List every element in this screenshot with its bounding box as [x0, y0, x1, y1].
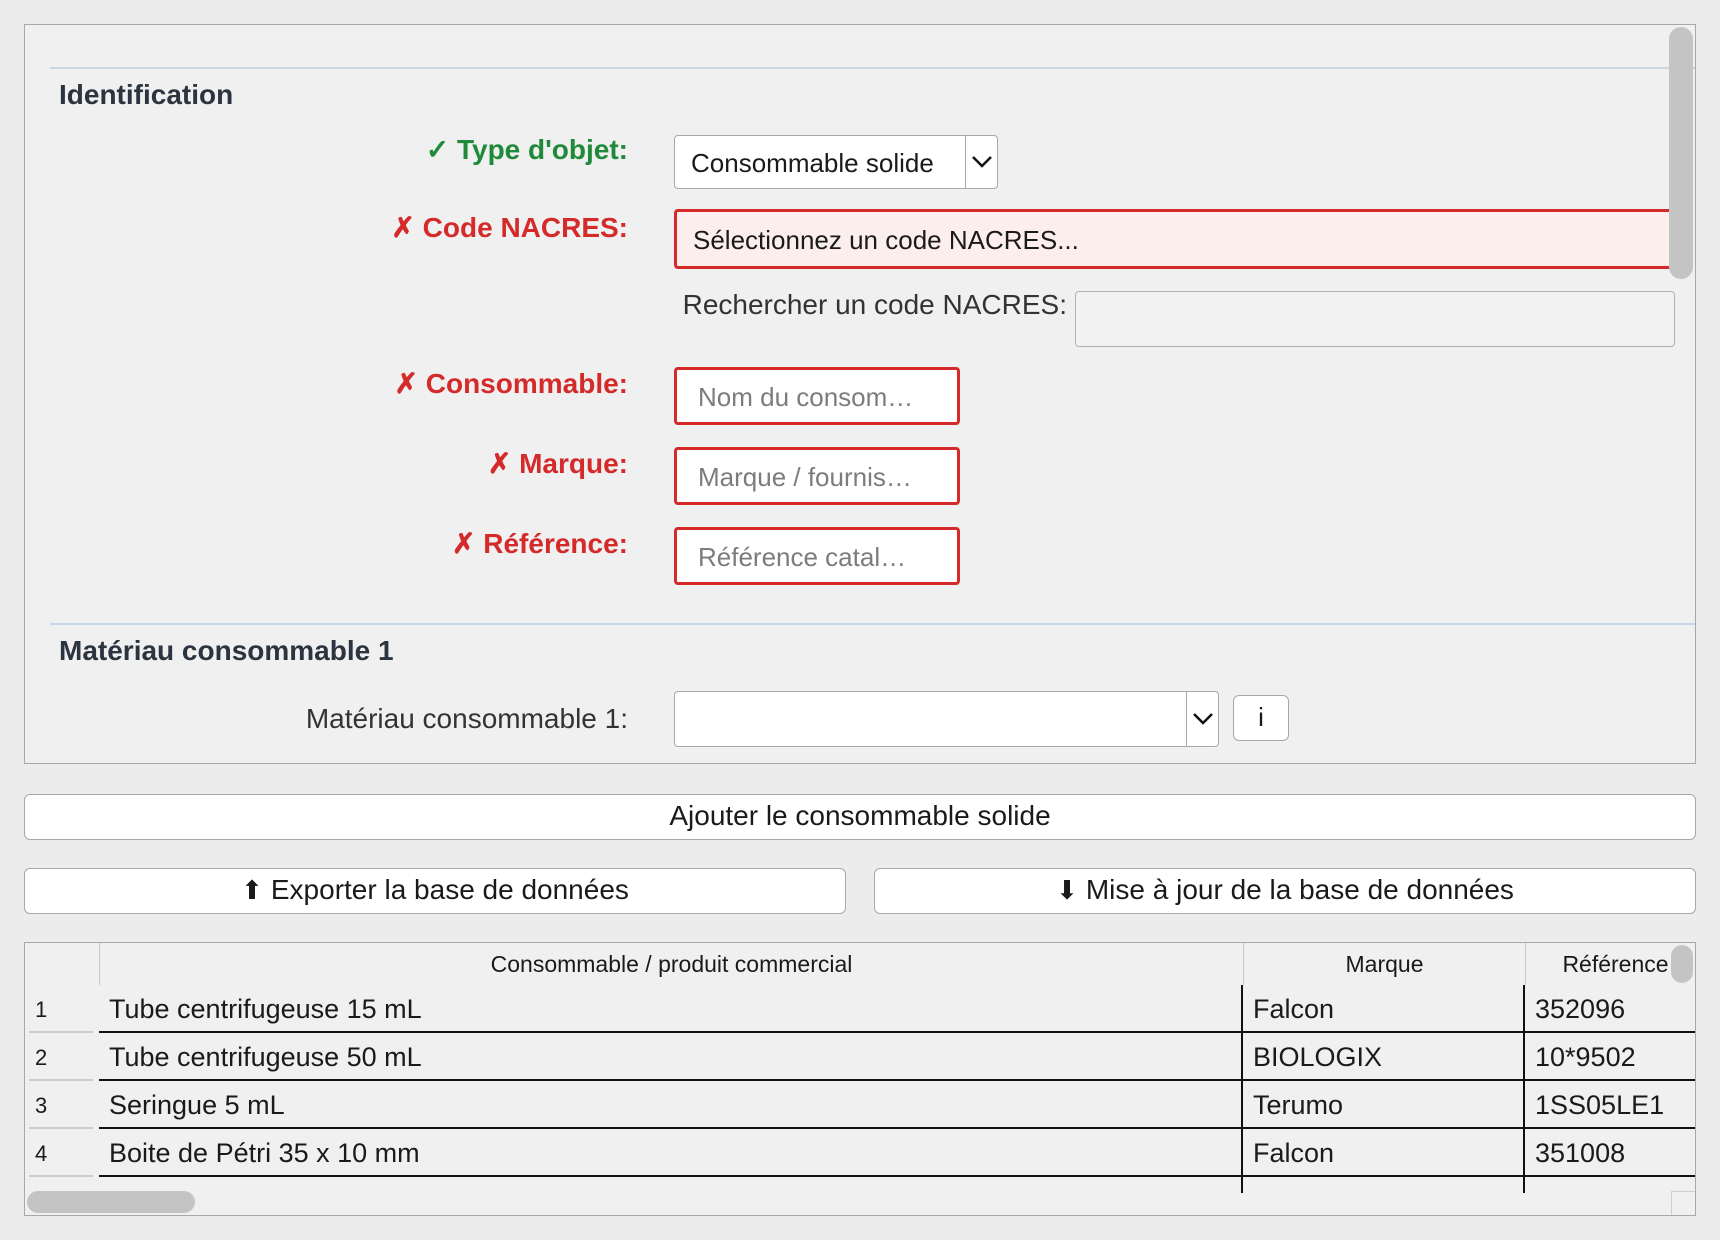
cell-marque: Terumo	[1253, 1090, 1344, 1120]
separator	[50, 623, 1696, 625]
consommable-placeholder: Nom du consom…	[698, 382, 914, 412]
table-row[interactable]	[25, 1081, 1673, 1129]
cell-consommable: Seringue 5 mL	[109, 1090, 285, 1120]
export-database-label: Exporter la base de données	[270, 874, 629, 905]
code-nacres-label: ✗ Code NACRES:	[391, 212, 628, 243]
form-scrollbar-thumb[interactable]	[1669, 27, 1693, 279]
row-number: 4	[35, 1141, 48, 1166]
cell-marque: BIOLOGIX	[1253, 1042, 1383, 1072]
table-row[interactable]	[25, 985, 1673, 1033]
code-nacres-select[interactable]	[674, 209, 1674, 269]
cell-marque: Falcon	[1253, 994, 1335, 1024]
column-header-consommable[interactable]: Consommable / produit commercial	[99, 943, 1243, 985]
cell-reference: 352096	[1535, 994, 1626, 1024]
reference-placeholder: Référence catal…	[698, 542, 907, 572]
update-database-label: Mise à jour de la base de données	[1085, 874, 1514, 905]
row-number: 3	[35, 1093, 48, 1118]
cell-reference: 351008	[1535, 1138, 1626, 1168]
code-nacres-value: Sélectionnez un code NACRES...	[693, 225, 1079, 255]
marque-input[interactable]	[674, 447, 960, 505]
cell-reference: 10*9502	[1535, 1042, 1636, 1072]
update-database-button[interactable]	[874, 868, 1696, 914]
recherche-nacres-input[interactable]	[1075, 291, 1675, 347]
separator	[50, 67, 1696, 69]
row-number: 2	[35, 1045, 48, 1070]
section-title-identification: Identification	[59, 79, 234, 110]
arrow-down-icon: ⬇	[1056, 875, 1078, 905]
add-consommable-button[interactable]	[24, 794, 1696, 840]
reference-input[interactable]	[674, 527, 960, 585]
form-panel	[24, 24, 1696, 764]
cell-consommable: Boite de Pétri 35 x 10 mm	[109, 1138, 420, 1168]
table-row[interactable]	[25, 1129, 1673, 1177]
table-row[interactable]	[25, 1033, 1673, 1081]
column-divider	[1523, 985, 1525, 1193]
column-divider	[1241, 985, 1243, 1193]
type-objet-value: Consommable solide	[691, 148, 934, 178]
arrow-up-icon: ⬆	[241, 875, 263, 905]
section-title-materiau: Matériau consommable 1	[59, 635, 394, 666]
recherche-nacres-label: Rechercher un code NACRES:	[682, 289, 1067, 320]
cell-marque: Falcon	[1253, 1138, 1335, 1168]
marque-placeholder: Marque / fournis…	[698, 462, 912, 492]
reference-label: ✗ Référence:	[452, 528, 628, 559]
materiau-info-button[interactable]: i	[1233, 695, 1289, 741]
type-objet-label: ✓ Type d'objet:	[425, 134, 628, 165]
materiau-label: Matériau consommable 1:	[305, 703, 628, 734]
add-consommable-label: Ajouter le consommable solide	[669, 800, 1051, 831]
materiau-select[interactable]	[674, 691, 1219, 747]
row-number: 1	[35, 997, 48, 1022]
consommable-input[interactable]	[674, 367, 960, 425]
form-scrollbar[interactable]	[1669, 27, 1693, 761]
type-objet-select[interactable]	[674, 135, 998, 189]
cell-consommable: Tube centrifugeuse 15 mL	[109, 994, 422, 1024]
consommables-table	[24, 942, 1696, 1216]
table-vertical-scrollbar[interactable]	[1671, 945, 1693, 983]
consommable-label: ✗ Consommable:	[394, 368, 628, 399]
table-horizontal-scrollbar[interactable]	[27, 1191, 195, 1213]
scroll-corner	[1671, 1191, 1695, 1215]
column-header-reference[interactable]: Référence	[1525, 943, 1696, 985]
column-header-marque[interactable]: Marque	[1243, 943, 1525, 985]
cell-consommable: Tube centrifugeuse 50 mL	[109, 1042, 422, 1072]
cell-reference: 1SS05LE1	[1535, 1090, 1665, 1120]
chevron-down-icon	[965, 136, 997, 188]
marque-label: ✗ Marque:	[487, 448, 628, 479]
export-database-button[interactable]	[24, 868, 846, 914]
chevron-down-icon	[1186, 692, 1218, 746]
